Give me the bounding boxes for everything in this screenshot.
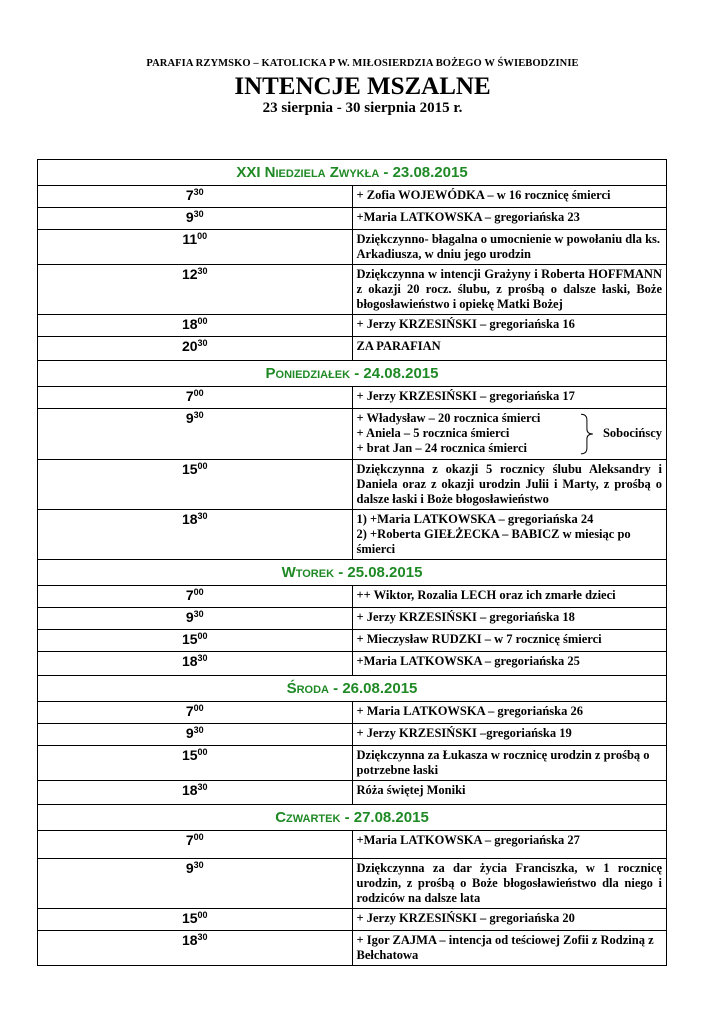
- mass-minutes: 00: [197, 231, 208, 241]
- mass-time: [38, 337, 353, 361]
- day-header: [38, 361, 667, 387]
- mass-time: [38, 409, 353, 460]
- intention-text: [352, 186, 667, 208]
- mass-minutes: 00: [197, 631, 208, 641]
- day-header: [38, 560, 667, 586]
- intention-row: [38, 702, 667, 724]
- day-header-row: [38, 560, 667, 586]
- mass-time: [38, 831, 353, 859]
- intention-text: [352, 510, 667, 560]
- intention-line: Dziękczynna z okazji 5 rocznicy ślubu Aleksandry i Daniela oraz z okazji urodzin Julii i Marty, z prośbą o dalsze łaski i Boże błogosławieństwo: [356, 462, 662, 506]
- mass-hour: 7: [185, 388, 194, 404]
- parish-name: PARAFIA RZYMSKO – KATOLICKA P W. MIŁOSIERDZIA BOŻEGO W ŚWIEBODZINIE: [146, 58, 579, 69]
- intention-line: +Maria LATKOWSKA – gregoriańska 25: [356, 654, 580, 668]
- mass-minutes: 30: [197, 782, 208, 792]
- mass-minutes: 00: [197, 316, 208, 326]
- intention-text: [352, 630, 667, 652]
- intention-text: [352, 208, 667, 230]
- day-header-row: [38, 361, 667, 387]
- mass-hour: 18: [181, 511, 198, 527]
- intention-text: [352, 859, 667, 909]
- mass-minutes: 30: [197, 653, 208, 663]
- mass-time: [38, 652, 353, 676]
- intention-line: Róża świętej Moniki: [356, 783, 466, 797]
- family-name: Sobocińscy: [602, 426, 662, 440]
- intention-row: [38, 859, 667, 909]
- mass-minutes: 00: [197, 747, 208, 757]
- page-title: INTENCJE MSZALNE: [234, 73, 491, 100]
- intention-line: + Jerzy KRZESIŃSKI – gregoriańska 18: [356, 610, 575, 624]
- intention-row: [38, 630, 667, 652]
- mass-hour: 9: [185, 609, 194, 625]
- mass-hour: 18: [181, 316, 198, 332]
- mass-hour: 7: [185, 587, 194, 603]
- mass-minutes: 00: [193, 703, 204, 713]
- mass-hour: 9: [185, 725, 194, 741]
- intention-row: [38, 931, 667, 966]
- intention-row: [38, 652, 667, 676]
- intention-line: + brat Jan – 24 rocznica śmierci: [356, 441, 528, 455]
- mass-minutes: 00: [197, 461, 208, 471]
- date-range: 23 sierpnia - 30 sierpnia 2015 r.: [262, 100, 463, 116]
- intention-text: [352, 387, 667, 409]
- intention-row: [38, 387, 667, 409]
- intention-text: [352, 337, 667, 361]
- intention-line: + Jerzy KRZESIŃSKI – gregoriańska 17: [356, 389, 575, 403]
- day-title: Poniedziałek - 24.08.2015: [265, 365, 439, 382]
- intention-row: [38, 724, 667, 746]
- intention-row: [38, 186, 667, 208]
- mass-hour: 15: [181, 461, 198, 477]
- mass-hour: 15: [181, 631, 198, 647]
- intention-line: + Maria LATKOWSKA – gregoriańska 26: [356, 704, 583, 718]
- mass-intentions-table: [37, 159, 667, 966]
- mass-minutes: 00: [193, 832, 204, 842]
- intention-line: + Jerzy KRZESIŃSKI –gregoriańska 19: [356, 726, 572, 740]
- day-header-row: [38, 160, 667, 186]
- mass-time: [38, 460, 353, 510]
- intention-line: + Władysław – 20 rocznica śmierci: [356, 411, 541, 425]
- intention-line: + Zofia WOJEWÓDKA – w 16 rocznicę śmierci: [356, 188, 611, 202]
- mass-minutes: 00: [197, 910, 208, 920]
- intention-line: + Mieczysław RUDZKI – w 7 rocznicę śmierci: [356, 632, 602, 646]
- mass-time: [38, 510, 353, 560]
- intention-row: [38, 337, 667, 361]
- mass-time: [38, 608, 353, 630]
- mass-time: [38, 586, 353, 608]
- intention-row: [38, 831, 667, 859]
- mass-time: [38, 746, 353, 781]
- mass-time: [38, 230, 353, 265]
- mass-time: [38, 315, 353, 337]
- curly-brace-icon: [579, 412, 597, 456]
- mass-minutes: 30: [197, 266, 208, 276]
- mass-hour: 15: [181, 910, 198, 926]
- day-title: Wtorek - 25.08.2015: [281, 564, 423, 581]
- intention-text: [352, 608, 667, 630]
- intention-row: [38, 230, 667, 265]
- intention-line: + Igor ZAJMA – intencja od teściowej Zofii z Rodziną z Bełchatowa: [356, 933, 654, 962]
- mass-minutes: 30: [193, 725, 204, 735]
- mass-time: [38, 387, 353, 409]
- mass-hour: 7: [185, 187, 194, 203]
- day-title: XXI Niedziela Zwykła - 23.08.2015: [236, 164, 468, 181]
- intention-text: [352, 909, 667, 931]
- intention-line: ++ Wiktor, Rozalia LECH oraz ich zmarłe dzieci: [356, 588, 616, 602]
- intention-text: [352, 652, 667, 676]
- intention-line: Dziękczynno- błagalna o umocnienie w powołaniu dla ks. Arkadiusza, w dniu jego urodzin: [356, 232, 661, 261]
- intention-lines: [357, 411, 580, 456]
- mass-time: [38, 208, 353, 230]
- intention-row: [38, 315, 667, 337]
- day-header: [38, 805, 667, 831]
- mass-hour: 7: [185, 832, 194, 848]
- intention-text: [352, 586, 667, 608]
- intention-row: [38, 409, 667, 460]
- mass-time: [38, 630, 353, 652]
- intention-line: 1) +Maria LATKOWSKA – gregoriańska 24: [356, 512, 594, 526]
- intention-line: ZA PARAFIAN: [356, 339, 441, 353]
- mass-hour: 9: [185, 410, 194, 426]
- intention-row: [38, 746, 667, 781]
- intention-line: + Jerzy KRZESIŃSKI – gregoriańska 16: [356, 317, 575, 331]
- mass-minutes: 30: [193, 410, 204, 420]
- intention-text: [352, 724, 667, 746]
- mass-hour: 20: [181, 338, 198, 354]
- intention-text: [352, 831, 667, 859]
- mass-time: [38, 781, 353, 805]
- mass-minutes: 00: [193, 388, 204, 398]
- intention-row: [38, 510, 667, 560]
- mass-hour: 18: [181, 653, 198, 669]
- mass-minutes: 30: [197, 338, 208, 348]
- mass-time: [38, 931, 353, 966]
- grouped-intentions: [357, 411, 663, 456]
- mass-minutes: 30: [193, 187, 204, 197]
- day-title: Środa - 26.08.2015: [286, 680, 418, 697]
- intention-text: [352, 460, 667, 510]
- mass-hour: 15: [181, 747, 198, 763]
- day-header-row: [38, 805, 667, 831]
- mass-time: [38, 724, 353, 746]
- mass-hour: 9: [185, 209, 194, 225]
- mass-time: [38, 265, 353, 315]
- intention-line: +Maria LATKOWSKA – gregoriańska 23: [356, 210, 580, 224]
- intention-text: [352, 746, 667, 781]
- mass-minutes: 30: [197, 932, 208, 942]
- mass-time: [38, 186, 353, 208]
- mass-hour: 12: [181, 266, 198, 282]
- mass-minutes: 30: [193, 860, 204, 870]
- intention-text: [352, 702, 667, 724]
- intention-text: [352, 265, 667, 315]
- intention-line: + Jerzy KRZESIŃSKI – gregoriańska 20: [356, 911, 575, 925]
- mass-time: [38, 909, 353, 931]
- intention-line: Dziękczynna w intencji Grażyny i Roberta HOFFMANN z okazji 20 rocz. ślubu, z prośbą o dalsze łaski, Boże błogosławieństwo i opiekę Matki Bożej: [356, 267, 662, 311]
- intention-text: [352, 315, 667, 337]
- mass-minutes: 00: [193, 587, 204, 597]
- mass-minutes: 30: [193, 609, 204, 619]
- mass-hour: 18: [181, 782, 198, 798]
- day-header-row: [38, 676, 667, 702]
- day-header: [38, 160, 667, 186]
- intention-text: [352, 230, 667, 265]
- intention-row: [38, 460, 667, 510]
- intention-text: [352, 781, 667, 805]
- intention-row: [38, 781, 667, 805]
- intention-row: [38, 208, 667, 230]
- mass-minutes: 30: [197, 511, 208, 521]
- mass-minutes: 30: [193, 209, 204, 219]
- day-title: Czwartek - 27.08.2015: [275, 809, 429, 826]
- mass-hour: 18: [181, 932, 198, 948]
- intention-line: + Aniela – 5 rocznica śmierci: [356, 426, 510, 440]
- intention-line: +Maria LATKOWSKA – gregoriańska 27: [356, 833, 580, 847]
- intention-line: Dziękczynna za Łukasza w rocznicę urodzin z prośbą o potrzebne łaski: [356, 748, 650, 777]
- mass-hour: 9: [185, 860, 194, 876]
- intention-row: [38, 909, 667, 931]
- mass-hour: 11: [182, 231, 198, 247]
- day-header: [38, 676, 667, 702]
- intention-row: [38, 608, 667, 630]
- intention-text: [352, 409, 667, 460]
- intention-row: [38, 586, 667, 608]
- intention-line: 2) +Roberta GIEŁŻECKA – BABICZ w miesiąc po śmierci: [356, 527, 631, 556]
- mass-hour: 7: [185, 703, 194, 719]
- intention-row: [38, 265, 667, 315]
- intention-text: [352, 931, 667, 966]
- mass-time: [38, 702, 353, 724]
- intention-line: Dziękczynna za dar życia Franciszka, w 1 rocznicę urodzin, z prośbą o Boże błogosławieństwo dla niego i rodziców na dalsze lata: [356, 861, 662, 905]
- mass-time: [38, 859, 353, 909]
